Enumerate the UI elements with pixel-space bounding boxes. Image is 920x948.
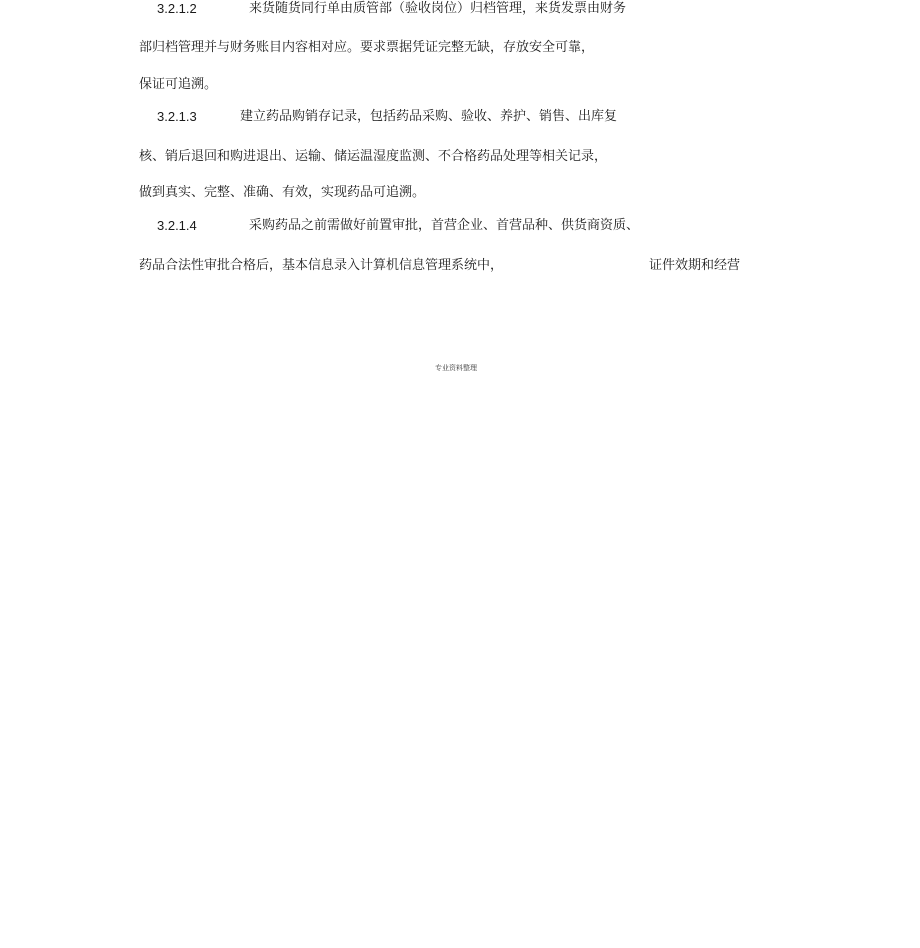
paragraph-line: 采购药品之前需做好前置审批，首营企业、首营品种、供货商资质、 bbox=[249, 218, 640, 233]
paragraph-line: 保证可追溯。 bbox=[139, 77, 218, 92]
page-footer: 专业资料整理 bbox=[435, 364, 477, 372]
section-number: 3.2.1.3 bbox=[157, 109, 197, 124]
paragraph-line: 药品合法性审批合格后，基本信息录入计算机信息管理系统中， bbox=[139, 258, 504, 273]
paragraph-line-tail: 证件效期和经营 bbox=[649, 258, 741, 273]
paragraph-line: 建立药品购销存记录，包括药品采购、验收、养护、销售、出库复 bbox=[240, 109, 618, 124]
paragraph-line: 部归档管理并与财务账目内容相对应。要求票据凭证完整无缺，存放安全可靠， bbox=[139, 40, 595, 55]
paragraph-line: 做到真实、完整、准确、有效，实现药品可追溯。 bbox=[139, 185, 426, 200]
section-number: 3.2.1.2 bbox=[157, 1, 197, 16]
paragraph-line: 核、销后退回和购进退出、运输、储运温湿度监测、不合格药品处理等相关记录， bbox=[139, 149, 608, 164]
paragraph-line: 来货随货同行单由质管部（验收岗位）归档管理，来货发票由财务 bbox=[249, 1, 627, 16]
section-number: 3.2.1.4 bbox=[157, 218, 197, 233]
